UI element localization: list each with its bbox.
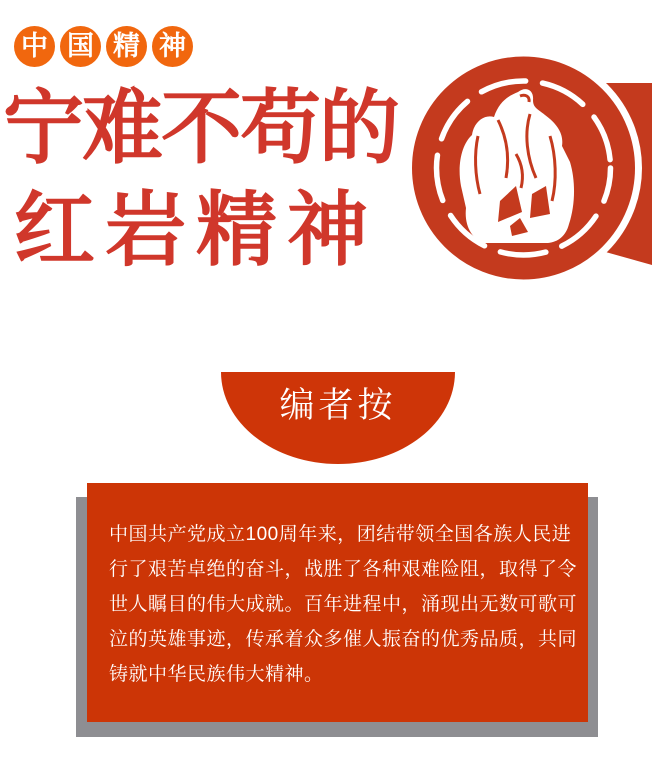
badge-char: 中 (21, 31, 48, 61)
badge-circle (14, 26, 55, 67)
badge-circle (60, 26, 101, 67)
note-text-line: 行了艰苦卓绝的奋斗，战胜了各种艰难险阻，取得了令 (109, 559, 578, 580)
note-text-line: 铸就中华民族伟大精神。 (109, 664, 324, 685)
poster-title-line2: 红岩精神 (14, 186, 379, 276)
editor-note-banner (221, 372, 455, 464)
note-text-line: 泣的英雄事迹，传承着众多催人振奋的优秀品质，共同 (109, 629, 578, 650)
note-text-line: 世人瞩目的伟大成就。百年进程中，涌现出无数可歌可 (109, 594, 578, 615)
badge-char: 国 (67, 31, 94, 61)
badge-char: 精 (113, 31, 140, 61)
red-crag-emblem (380, 36, 652, 296)
note-text-line: 中国共产党成立100周年来，团结带领全国各族人民进 (109, 524, 572, 545)
badge-circle (152, 26, 193, 67)
china-spirit-badge (14, 26, 193, 67)
poster-title-line1: 宁难不苟的 (3, 84, 399, 174)
editor-note-label: 编者按 (279, 386, 397, 425)
editor-note-box (87, 483, 588, 722)
badge-char: 神 (159, 31, 186, 61)
badge-circle (106, 26, 147, 67)
